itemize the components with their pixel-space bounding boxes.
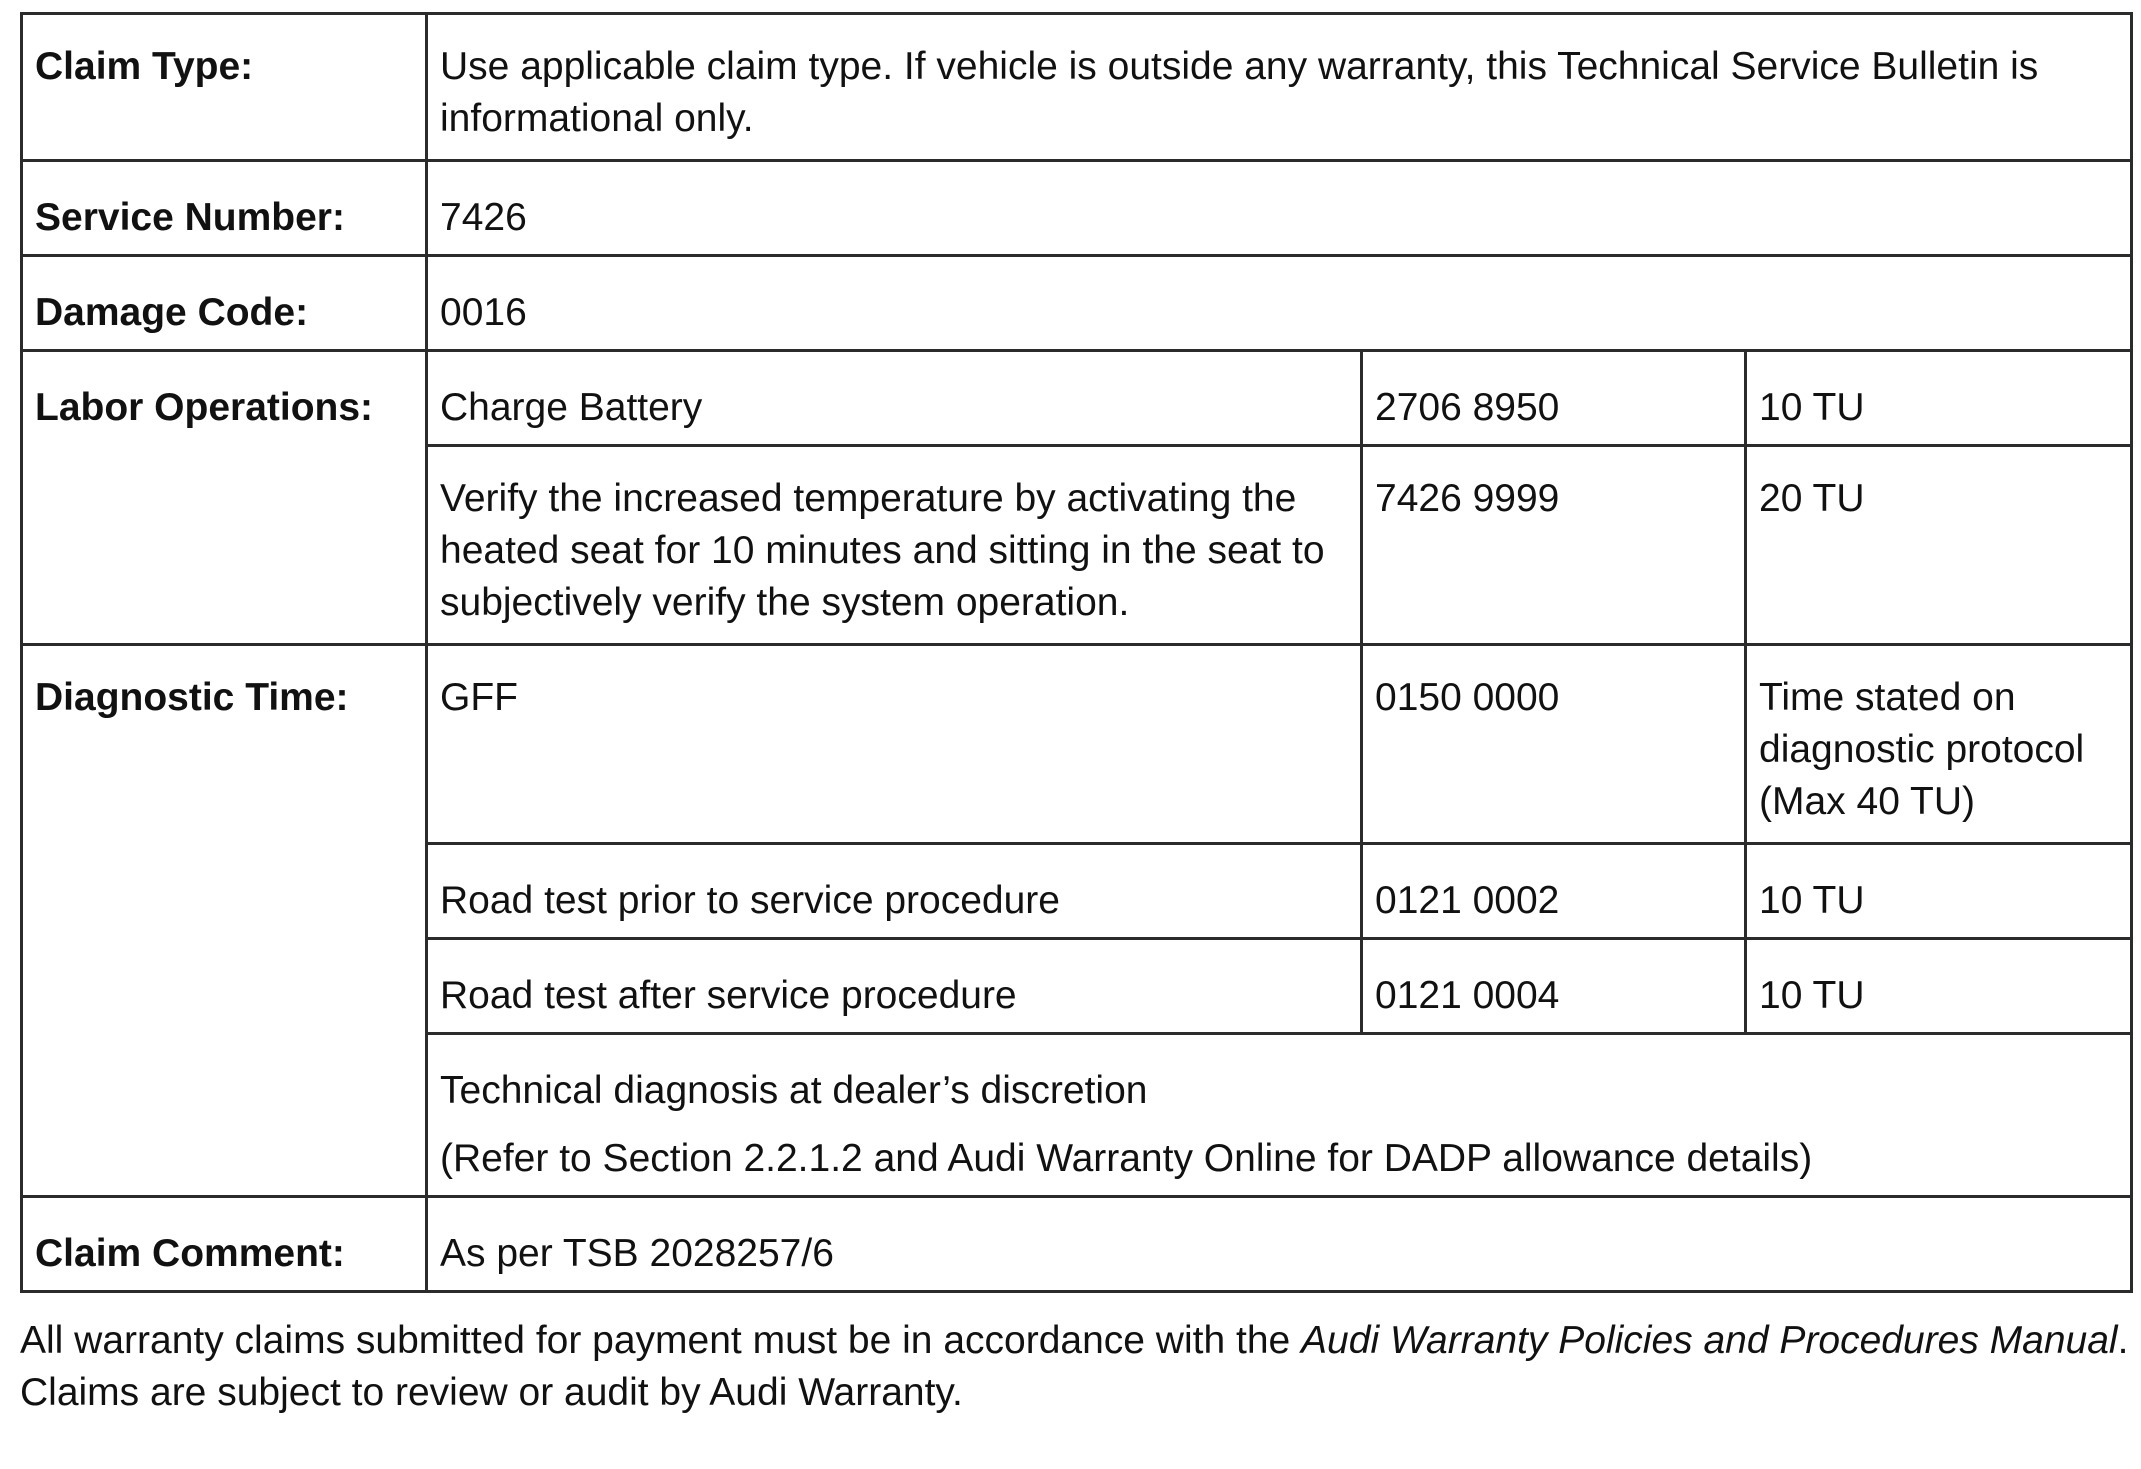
- diagnostic-note: [427, 1034, 2132, 1197]
- damage-code-row: [22, 256, 2132, 351]
- claim-comment-value: As per TSB 2028257/6: [427, 1197, 2132, 1292]
- diagnostic-time-allowance: 10 TU: [1746, 939, 2132, 1034]
- footer-text-end: . Claims are subject to review or audit by Audi Warranty.: [20, 1319, 2129, 1414]
- claim-type-label: Claim Type:: [22, 14, 427, 161]
- service-number-label: Service Number:: [22, 161, 427, 256]
- damage-code-label: Damage Code:: [22, 256, 427, 351]
- labor-operations-label: Labor Operations:: [22, 351, 427, 645]
- diagnostic-description: Road test after service procedure: [427, 939, 1362, 1034]
- warranty-claim-document: [20, 12, 2130, 1419]
- diagnostic-code: 0121 0002: [1362, 844, 1746, 939]
- diagnostic-time-row: [22, 645, 2132, 844]
- labor-operation-description: Charge Battery: [427, 351, 1362, 446]
- claim-type-text: Use applicable claim type. If vehicle is outside any warranty, this Technical Service Bulletin is informational only.: [427, 14, 2132, 161]
- claim-comment-row: [22, 1197, 2132, 1292]
- labor-operation-row: [22, 351, 2132, 446]
- labor-operation-code: 7426 9999: [1362, 446, 1746, 645]
- diagnostic-note-line: Technical diagnosis at dealer’s discretion: [440, 1069, 1148, 1112]
- damage-code-value: 0016: [427, 256, 2132, 351]
- diagnostic-time-label: Diagnostic Time:: [22, 645, 427, 1197]
- labor-operation-description: Verify the increased temperature by activating the heated seat for 10 minutes and sitting in the seat to subjectively verify the system operation.: [427, 446, 1362, 645]
- manual-title: Audi Warranty Policies and Procedures Manual: [1301, 1319, 2118, 1362]
- claim-info-table: [20, 12, 2133, 1293]
- diagnostic-description: GFF: [427, 645, 1362, 844]
- diagnostic-time-allowance: Time stated on diagnostic protocol (Max 40 TU): [1746, 645, 2132, 844]
- diagnostic-time-allowance: 10 TU: [1746, 844, 2132, 939]
- service-number-row: [22, 161, 2132, 256]
- footer-note: [20, 1315, 2130, 1419]
- footer-text: All warranty claims submitted for payment must be in accordance with the: [20, 1319, 1302, 1362]
- diagnostic-code: 0150 0000: [1362, 645, 1746, 844]
- service-number-value: 7426: [427, 161, 2132, 256]
- claim-type-row: [22, 14, 2132, 161]
- labor-operation-code: 2706 8950: [1362, 351, 1746, 446]
- labor-operation-time: 10 TU: [1746, 351, 2132, 446]
- diagnostic-description: Road test prior to service procedure: [427, 844, 1362, 939]
- claim-comment-label: Claim Comment:: [22, 1197, 427, 1292]
- diagnostic-note-reference: (Refer to Section 2.2.1.2 and Audi Warranty Online for DADP allowance details): [440, 1137, 1813, 1180]
- labor-operation-time: 20 TU: [1746, 446, 2132, 645]
- diagnostic-code: 0121 0004: [1362, 939, 1746, 1034]
